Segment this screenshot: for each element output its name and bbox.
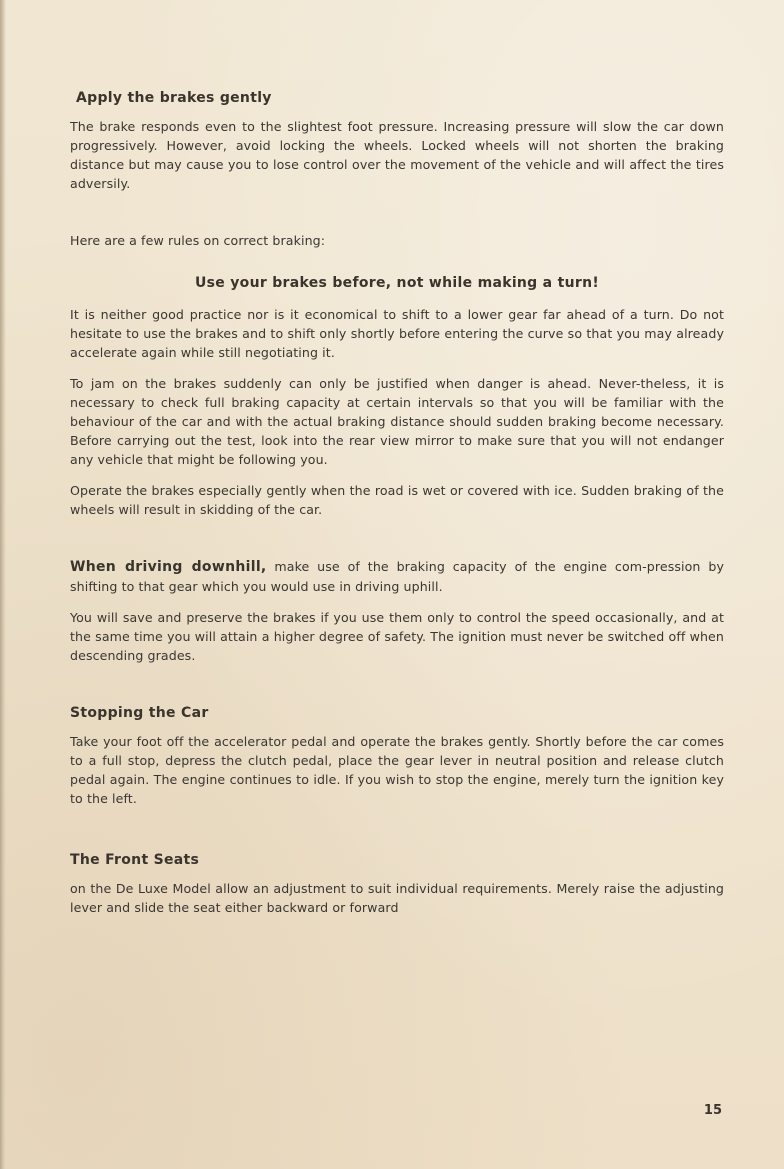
rule-paragraph-2: To jam on the brakes suddenly can only be justified when danger is ahead. Never-theless, it is necessary to check full braking capacity at certain intervals so that you will be familiar with the behaviour of the car and with the actual braking distance should sudden braking become necessary. Before carrying out the test, look into the rear view mirror to make sure that you will not endanger any vehicle that might be following you. xyxy=(70,376,724,467)
downhill-lead: When driving downhill, xyxy=(70,559,267,575)
seats-paragraph: on the De Luxe Model allow an adjustment to suit individual requirements. Merely raise the adjusting lever and slide the seat either backward or forward xyxy=(70,881,724,915)
seats-heading: The Front Seats xyxy=(70,852,200,868)
rules-intro: Here are a few rules on correct braking: xyxy=(70,233,326,248)
rule-paragraph-3: Operate the brakes especially gently when the road is wet or covered with ice. Sudden braking of the wheels will result in skidding of the car. xyxy=(70,483,724,517)
page-number: 15 xyxy=(703,1103,722,1118)
downhill-text: make use of the braking capacity of the engine com-pression by shifting to that gear which you would use in driving uphill. xyxy=(70,559,724,594)
brakes-paragraph: The brake responds even to the slightest foot pressure. Increasing pressure will slow the car down progressively. However, avoid locking the wheels. Locked wheels will not shorten the braking distance but may cause you to lose control over the movement of the vehicle and will affect the tires adversily. xyxy=(70,119,724,191)
rule-heading: Use your brakes before, not while making a turn! xyxy=(194,275,600,291)
downhill-paragraph xyxy=(70,557,724,596)
brakes-heading: Apply the brakes gently xyxy=(76,90,272,106)
stopping-heading: Stopping the Car xyxy=(70,705,209,721)
page-content xyxy=(70,90,724,917)
rule-paragraph-1: It is neither good practice nor is it economical to shift to a lower gear far ahead of a turn. Do not hesitate to use the brakes and to shift only shortly before entering the curve so that you may already accelerate again while still negotiating it. xyxy=(70,307,724,360)
downhill-paragraph-2: You will save and preserve the brakes if you use them only to control the speed occasionally, and at the same time you will attain a higher degree of safety. The ignition must never be switched off when descending grades. xyxy=(70,610,724,663)
page-spine-shadow xyxy=(0,0,6,1169)
stopping-paragraph: Take your foot off the accelerator pedal and operate the brakes gently. Shortly before the car comes to a full stop, depress the clutch pedal, place the gear lever in neutral position and release clutch pedal again. The engine continues to idle. If you wish to stop the engine, merely turn the ignition key to the left. xyxy=(70,734,724,806)
